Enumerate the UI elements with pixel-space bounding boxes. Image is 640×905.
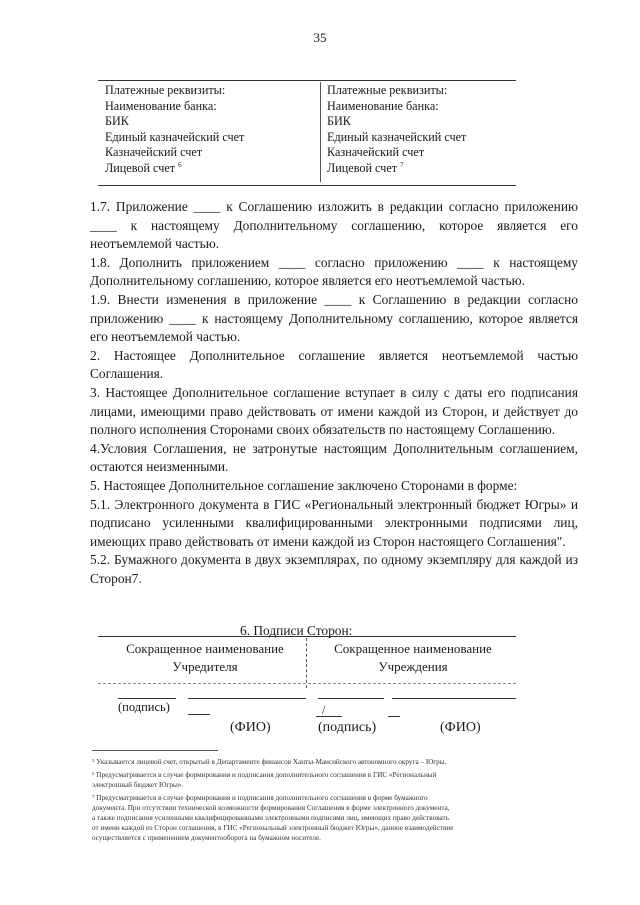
- fio-line-left: [188, 698, 306, 699]
- paragraph-1-7: 1.7. Приложение ____ к Соглашению изложить в редакции согласно приложению ____ к настоящему Дополнительному соглашению, которое является его неотъемлемой частью.: [90, 199, 578, 252]
- paragraph-5: 5. Настоящее Дополнительное соглашение заключено Сторонами в форме:: [90, 477, 518, 493]
- treasury-account-2-label: Казначейский счет: [105, 145, 203, 159]
- paragraph-5-2: 5.2. Бумажного документа в двух экземплярах, по одному экземпляру для каждой из Сторон7.: [90, 552, 578, 586]
- footnote-7-cont-1: документа. При отсутствии технической возможности формирования Соглашения в форме электронного документа,: [92, 804, 450, 812]
- fio-label-left: (ФИО): [230, 720, 271, 735]
- footnote-6: ⁶ Предусматривается в случае формирования и подписания дополнительного соглашения в ГИС «Региональный: [92, 771, 437, 779]
- footnote-6-cont: электронный бюджет Югры».: [92, 781, 184, 789]
- page-number: 35: [313, 30, 327, 45]
- table-divider: [320, 82, 321, 182]
- bik-label: БИК: [105, 114, 129, 128]
- sign-line-right: [318, 698, 384, 699]
- footnote-7: ⁷ Предусматривается в случае формирования и подписания дополнительного соглашения в форме бумажного: [92, 794, 428, 802]
- bank-name-label: Наименование банка:: [327, 98, 439, 113]
- slash-mark: /: [322, 703, 326, 717]
- signatures-top-rule: [98, 636, 516, 637]
- personal-account-label: Лицевой счет $^6$: [105, 160, 182, 175]
- sign-label-right: (подпись): [318, 720, 377, 735]
- personal-account-label: Лицевой счет $^7$: [327, 160, 404, 175]
- treasury-account-label: Единый казначейский счет: [327, 129, 467, 144]
- footnote-7-cont-2: а также подписания усиленными квалифицированными электронными подписями лиц, имеющих право действовать: [92, 814, 449, 822]
- short-line-middle: [316, 716, 342, 717]
- fio-label-right: (ФИО): [440, 720, 481, 735]
- paragraph-3: 3. Настоящее Дополнительное соглашение вступает в силу с даты его подписания лицами, имеющими право действовать от имени каждой из Сторон, и действует до полного исполнения Сторонами своих обязательств по настоящему Соглашению.: [90, 384, 578, 438]
- sign-line-left: [118, 698, 176, 699]
- founder-name: Сокращенное наименование Учредителя: [126, 641, 284, 674]
- footnote-5: ⁵ Указывается лицевой счет, открытый в Департаменте финансов Ханты-Мансийского автономного округа – Югры.: [92, 758, 447, 766]
- footnote-ref: 7: [400, 160, 404, 169]
- fio-line-right: [392, 698, 516, 699]
- payment-details-left: [105, 83, 244, 176]
- footnote-ref: 6: [178, 160, 182, 169]
- bik-label: БИК: [327, 114, 351, 128]
- sign-label-left: (подпись): [118, 700, 170, 714]
- signatures-heading: 6. Подписи Сторон:: [240, 623, 353, 638]
- paragraph-4: 4.Условия Соглашения, не затронутые настоящим Дополнительным соглашением, остаются неизменными.: [90, 440, 578, 475]
- table-top-rule: [98, 80, 516, 81]
- institution-name: Сокращенное наименование Учреждения: [334, 641, 492, 674]
- table-bottom-rule: [98, 185, 516, 186]
- paragraph-2: 2. Настоящее Дополнительное соглашение является неотъемлемой частью Соглашения.: [90, 347, 578, 382]
- signatures-name-rule: [98, 683, 516, 684]
- short-line-right: [388, 716, 400, 717]
- footnote-7-cont-4: осуществляется с применением документооборота на бумажном носителе.: [92, 834, 321, 842]
- payment-title: Платежные реквизиты:: [105, 83, 226, 97]
- agreement-body: [90, 198, 578, 588]
- payment-details-right: [327, 83, 466, 176]
- bank-name-label: Наименование банка:: [105, 98, 217, 113]
- paragraph-5-1: 5.1. Электронного документа в ГИС «Региональный электронный бюджет Югры» и подписано усиленными квалифицированными электронными подписями лиц, имеющих право действовать от имени каждой из Сторон настоящего Соглашения".: [90, 496, 578, 549]
- footnote-separator: [92, 750, 218, 751]
- treasury-account-2-label: Казначейский счет: [327, 145, 425, 159]
- paragraph-1-8: 1.8. Дополнить приложением ____ согласно приложению ____ к настоящему Дополнительному соглашению, которое является его неотъемлемой частью.: [90, 254, 578, 289]
- paragraph-1-9: 1.9. Внести изменения в приложение ____ к Соглашению в редакции согласно приложению ____ к настоящему Дополнительному соглашению, которое является его неотъемлемой частью.: [90, 291, 578, 345]
- short-line-left: [188, 714, 210, 715]
- treasury-account-label: Единый казначейский счет: [105, 129, 245, 144]
- footnote-7-cont-3: от имени каждой из Сторон соглашения, в ГИС «Региональный электронный бюджет Югры», данное взаимодействие: [92, 824, 454, 832]
- payment-title: Платежные реквизиты:: [327, 83, 448, 97]
- signatures-divider: [306, 638, 307, 688]
